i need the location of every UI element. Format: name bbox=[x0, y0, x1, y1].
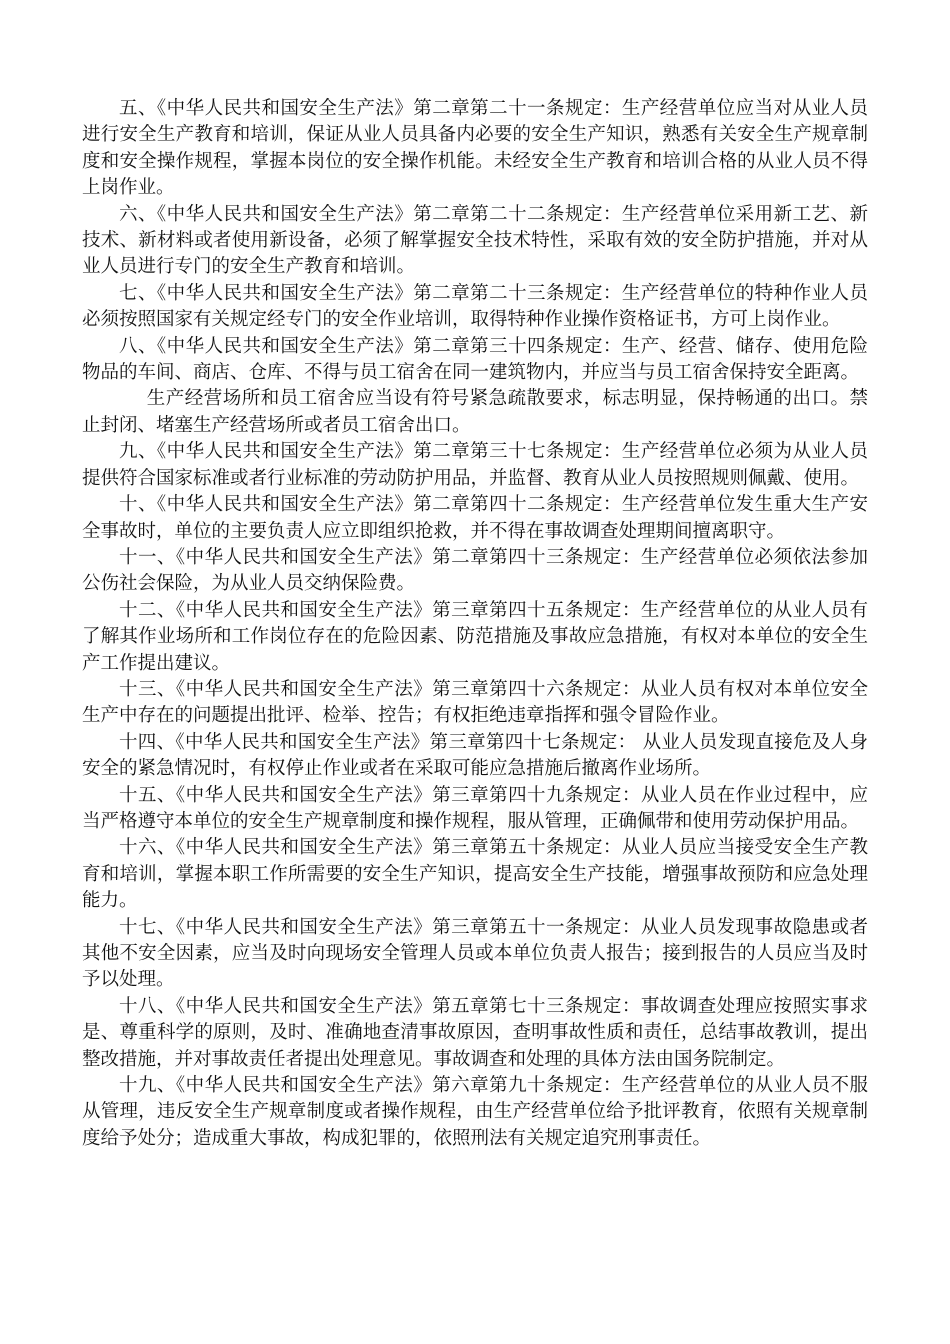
paragraph-article-8: 八、《中华人民共和国安全生产法》第二章第三十四条规定：生产、经营、储存、使用危险物品的车间、商店、仓库、不得与员工宿舍在同一建筑物内，并应当与员工宿舍保持安全距离。 bbox=[82, 335, 868, 384]
paragraph-article-18: 十八、《中华人民共和国安全生产法》第五章第七十三条规定：事故调查处理应按照实事求是、尊重科学的原则，及时、准确地查清事故原因，查明事故性质和责任，总结事故教训，提出整改措施，并对事故责任者提出处理意见。事故调查和处理的具体方法由国务院制定。 bbox=[82, 995, 868, 1070]
paragraph-article-8-continued: 生产经营场所和员工宿舍应当设有符号紧急疏散要求，标志明显，保持畅通的出口。禁止封闭、堵塞生产经营场所或者员工宿舍出口。 bbox=[82, 388, 868, 436]
paragraph-article-11: 十一、《中华人民共和国安全生产法》第二章第四十三条规定：生产经营单位必须依法参加公伤社会保险，为从业人员交纳保险费。 bbox=[82, 546, 868, 595]
paragraph-article-7: 七、《中华人民共和国安全生产法》第二章第二十三条规定：生产经营单位的特种作业人员必须按照国家有关规定经专门的安全作业培训，取得特种作业操作资格证书，方可上岗作业。 bbox=[82, 282, 868, 331]
paragraph-article-12: 十二、《中华人民共和国安全生产法》第三章第四十五条规定：生产经营单位的从业人员有了解其作业场所和工作岗位存在的危险因素、防范措施及事故应急措施，有权对本单位的安全生产工作提出建议。 bbox=[82, 599, 868, 674]
paragraph-article-9: 九、《中华人民共和国安全生产法》第二章第三十七条规定：生产经营单位必须为从业人员提供符合国家标准或者行业标准的劳动防护用品，并监督、教育从业人员按照规则佩戴、使用。 bbox=[82, 441, 868, 489]
paragraph-article-16: 十六、《中华人民共和国安全生产法》第三章第五十条规定：从业人员应当接受安全生产教育和培训，掌握本职工作所需要的安全生产知识，提高安全生产技能，增强事故预防和应急处理能力。 bbox=[82, 837, 868, 912]
paragraph-article-5: 五、《中华人民共和国安全生产法》第二章第二十一条规定：生产经营单位应当对从业人员进行安全生产教育和培训，保证从业人员具备内必要的安全生产知识，熟悉有关安全生产规章制度和安全操作规程，掌握本岗位的安全操作机能。未经安全生产教育和培训合格的从业人员不得上岗作业。 bbox=[82, 98, 868, 199]
paragraph-article-10: 十、《中华人民共和国安全生产法》第二章第四十二条规定：生产经营单位发生重大生产安全事故时，单位的主要负责人应立即组织抢救，并不得在事故调查处理期间擅离职守。 bbox=[82, 494, 868, 542]
paragraph-article-13: 十三、《中华人民共和国安全生产法》第三章第四十六条规定：从业人员有权对本单位安全生产中存在的问题提出批评、检举、控告；有权拒绝违章指挥和强令冒险作业。 bbox=[82, 678, 868, 727]
paragraph-article-6: 六、《中华人民共和国安全生产法》第二章第二十二条规定：生产经营单位采用新工艺、新技术、新材料或者使用新设备，必须了解掌握安全技术特性，采取有效的安全防护措施，并对从业人员进行专门的安全生产教育和培训。 bbox=[82, 203, 868, 278]
paragraph-article-19: 十九、《中华人民共和国安全生产法》第六章第九十条规定：生产经营单位的从业人员不服从管理，违反安全生产规章制度或者操作规程，由生产经营单位给予批评教育，依照有关规章制度给予处分；造成重大事故，构成犯罪的，依照刑法有关规定追究刑事责任。 bbox=[82, 1075, 868, 1149]
paragraph-article-14: 十四、《中华人民共和国安全生产法》第三章第四十七条规定： 从业人员发现直接危及人身安全的紧急情况时，有权停止作业或者在采取可能应急措施后撤离作业场所。 bbox=[82, 731, 868, 780]
document-body bbox=[82, 96, 868, 1152]
paragraph-article-17: 十七、《中华人民共和国安全生产法》第三章第五十一条规定：从业人员发现事故隐患或者其他不安全因素，应当及时向现场安全管理人员或本单位负责人报告；接到报告的人员应当及时予以处理。 bbox=[82, 916, 868, 991]
paragraph-article-15: 十五、《中华人民共和国安全生产法》第三章第四十九条规定：从业人员在作业过程中，应当严格遵守本单位的安全生产规章制度和操作规程，服从管理，正确佩带和使用劳动保护用品。 bbox=[82, 784, 868, 832]
